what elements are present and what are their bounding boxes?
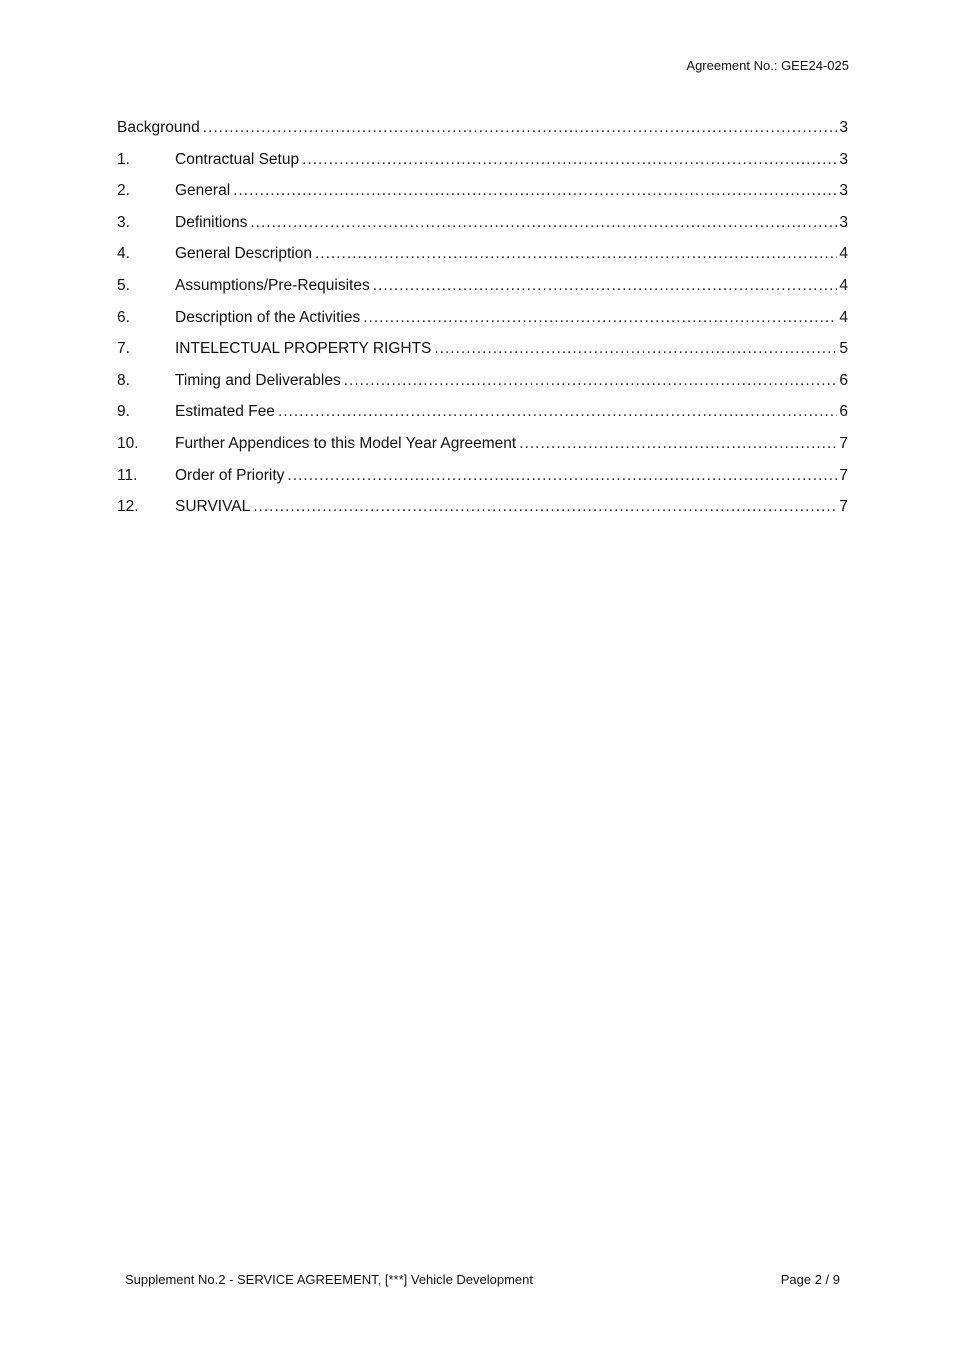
toc-entry-page: 3 (839, 150, 848, 168)
toc-entry-title: SURVIVAL (175, 498, 251, 516)
toc-entry-number: 5. (117, 276, 130, 294)
toc-entry-background[interactable] (117, 117, 848, 149)
footer-page-number: Page 2 / 9 (780, 1272, 840, 1287)
toc-entry-11[interactable] (117, 465, 848, 497)
page-footer (125, 1272, 840, 1287)
toc-entry-title: Timing and Deliverables (175, 371, 341, 389)
toc-entry-5[interactable] (117, 275, 848, 307)
toc-entry-title: General (175, 182, 231, 200)
toc-entry-title: General Description (175, 245, 312, 263)
toc-entry-page: 4 (839, 276, 848, 294)
toc-entry-page: 4 (839, 308, 848, 326)
toc-entry-page: 6 (839, 403, 848, 421)
toc-entry-8[interactable] (117, 370, 848, 402)
toc-entry-title: Background (117, 119, 200, 136)
toc-entry-number: 1. (117, 150, 130, 168)
toc-dot-leader (363, 307, 837, 329)
toc-entry-page: 7 (839, 466, 848, 484)
toc-dot-leader (287, 465, 837, 487)
toc-entry-number: 4. (117, 245, 130, 263)
toc-dot-leader (344, 370, 838, 392)
toc-dot-leader (278, 401, 837, 423)
agreement-number-header: Agreement No.: GEE24-025 (686, 58, 849, 73)
toc-entry-page: 7 (839, 498, 848, 516)
toc-dot-leader (253, 496, 837, 518)
toc-entry-2[interactable] (117, 180, 848, 212)
toc-entry-page: 6 (839, 371, 848, 389)
toc-entry-page: 7 (839, 434, 848, 452)
toc-dot-leader (302, 149, 837, 171)
toc-dot-leader (434, 338, 837, 360)
footer-document-title: Supplement No.2 - SERVICE AGREEMENT, [***] Vehicle Development (125, 1272, 534, 1287)
toc-entry-number: 9. (117, 403, 130, 421)
toc-dot-leader (315, 243, 837, 265)
toc-entry-number: 2. (117, 182, 130, 200)
toc-entry-12[interactable] (117, 496, 848, 528)
toc-entry-9[interactable] (117, 401, 848, 433)
toc-dot-leader (233, 180, 837, 202)
table-of-contents (117, 117, 848, 528)
toc-entry-page: 3 (839, 119, 848, 136)
toc-entry-title: Further Appendices to this Model Year Agreement (175, 434, 517, 452)
toc-entry-title: Order of Priority (175, 466, 285, 484)
toc-entry-page: 3 (839, 213, 848, 231)
toc-entry-number: 6. (117, 308, 130, 326)
toc-entry-title: Definitions (175, 213, 248, 231)
toc-dot-leader (373, 275, 838, 297)
toc-entry-3[interactable] (117, 212, 848, 244)
toc-entry-title: Description of the Activities (175, 308, 361, 326)
toc-entry-title: INTELECTUAL PROPERTY RIGHTS (175, 340, 432, 358)
toc-entry-number: 3. (117, 213, 130, 231)
toc-entry-title: Contractual Setup (175, 150, 300, 168)
toc-entry-1[interactable] (117, 149, 848, 181)
toc-entry-7[interactable] (117, 338, 848, 370)
toc-entry-page: 4 (839, 245, 848, 263)
toc-entry-number: 11. (117, 466, 138, 484)
toc-entry-number: 12. (117, 498, 139, 516)
toc-entry-6[interactable] (117, 307, 848, 339)
toc-entry-4[interactable] (117, 243, 848, 275)
toc-entry-number: 7. (117, 340, 130, 358)
toc-dot-leader (519, 433, 837, 455)
toc-entry-page: 3 (839, 182, 848, 200)
toc-entry-title: Assumptions/Pre-Requisites (175, 276, 370, 294)
toc-entry-page: 5 (839, 340, 848, 358)
toc-dot-leader (203, 117, 838, 139)
toc-entry-10[interactable] (117, 433, 848, 465)
toc-dot-leader (250, 212, 837, 234)
toc-entry-number: 8. (117, 371, 130, 389)
toc-entry-number: 10. (117, 434, 139, 452)
toc-entry-title: Estimated Fee (175, 403, 275, 421)
